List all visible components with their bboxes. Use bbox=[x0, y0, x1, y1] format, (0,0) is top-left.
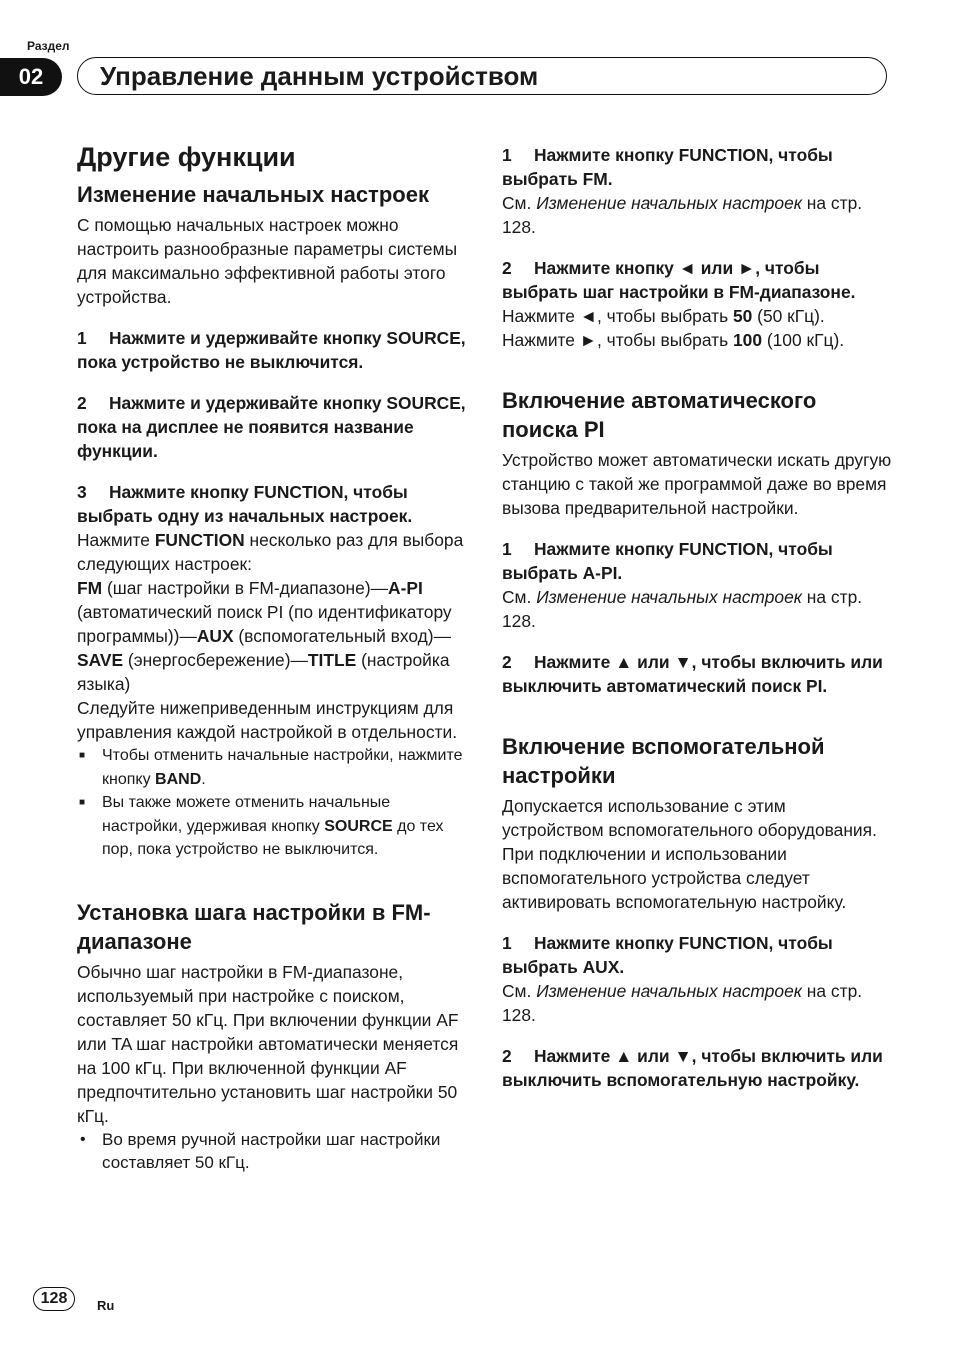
text: (100 кГц). bbox=[762, 330, 845, 350]
step-2 bbox=[502, 650, 892, 698]
text: на стр. 128. bbox=[502, 193, 863, 237]
reference bbox=[502, 191, 892, 239]
value-50: 50 bbox=[733, 306, 753, 326]
text: См. bbox=[502, 193, 537, 213]
option-fm: FM bbox=[77, 578, 103, 598]
text: . bbox=[201, 770, 206, 788]
step-1 bbox=[502, 931, 892, 979]
step-text: Нажмите ▲ или ▼, чтобы включить или выключить вспомогательную настройку. bbox=[502, 1046, 883, 1090]
step-number: 1 bbox=[77, 328, 87, 348]
language-code: Ru bbox=[97, 1298, 115, 1313]
spacer bbox=[502, 698, 892, 732]
page-heading: Другие функции bbox=[77, 142, 296, 172]
step-number: 1 bbox=[502, 145, 512, 165]
round-bullet-icon: • bbox=[80, 1130, 86, 1148]
step-text: Нажмите кнопку FUNCTION, чтобы выбрать A-PI. bbox=[502, 539, 833, 583]
aux-body: Допускается использование с этим устройством вспомогательного оборудования. При подключении и использовании вспомогательного устройства следует активировать вспомогательную настройку. bbox=[502, 796, 877, 912]
step-2 bbox=[77, 391, 467, 463]
square-bullet-icon: ■ bbox=[79, 750, 86, 761]
step-1 bbox=[502, 143, 892, 191]
text: Вы также можете отменить начальные настройки, удерживая кнопку bbox=[102, 794, 391, 835]
text: См. bbox=[502, 981, 537, 1001]
reference-title: Изменение начальных настроек bbox=[536, 193, 802, 213]
initial-settings-intro: С помощью начальных настроек можно настроить разнообразные параметры системы для максимально эффективной работы этого устройства. bbox=[77, 215, 458, 307]
option-aux: AUX bbox=[196, 626, 234, 646]
note-bullet bbox=[77, 744, 467, 791]
text: Чтобы отменить начальные настройки, нажмите кнопку bbox=[102, 747, 463, 788]
reference-title: Изменение начальных настроек bbox=[536, 981, 802, 1001]
step-number: 2 bbox=[77, 393, 87, 413]
text: (50 кГц). Нажмите ►, чтобы выбрать bbox=[502, 306, 825, 350]
step-2 bbox=[502, 1044, 892, 1092]
function-paragraph bbox=[77, 528, 467, 576]
step-text: Нажмите ▲ или ▼, чтобы включить или выключить автоматический поиск PI. bbox=[502, 652, 883, 696]
auto-pi-body: Устройство может автоматически искать другую станцию с такой же программой даже во время вызова предварительной настройки. bbox=[502, 450, 892, 518]
text: Во время ручной настройки шаг настройки составляет 50 кГц. bbox=[102, 1129, 441, 1172]
square-bullet-icon: ■ bbox=[79, 797, 86, 808]
key-function: FUNCTION bbox=[154, 530, 245, 550]
value-100: 100 bbox=[733, 330, 763, 350]
step-number: 2 bbox=[502, 652, 512, 672]
spacer bbox=[77, 862, 467, 898]
options-list bbox=[77, 576, 467, 696]
heading-fm-step: Установка шага настройки в FM-диапазоне bbox=[77, 899, 431, 954]
heading-auto-pi: Включение автоматического поиска PI bbox=[502, 388, 817, 442]
step-text: Нажмите и удерживайте кнопку SOURCE, пока на дисплее не появится название функции. bbox=[77, 393, 466, 461]
step-number: 1 bbox=[502, 933, 512, 953]
step-number: 1 bbox=[502, 539, 512, 559]
option-desc: (шаг настройки в FM-диапазоне)— bbox=[102, 578, 389, 598]
section-number-badge: 02 bbox=[0, 58, 62, 96]
step-3 bbox=[77, 480, 467, 528]
page-number: 128 bbox=[33, 1287, 75, 1311]
reference bbox=[502, 585, 892, 633]
text: на стр. 128. bbox=[502, 587, 863, 631]
option-desc: (вспомогательный вход)— bbox=[233, 626, 451, 646]
text: См. bbox=[502, 587, 537, 607]
step-1 bbox=[502, 537, 892, 585]
step-2 bbox=[502, 256, 892, 304]
text: несколько раз для выбора следующих настроек: bbox=[77, 530, 464, 574]
step-text: Нажмите кнопку FUNCTION, чтобы выбрать FM. bbox=[502, 145, 833, 189]
step-text: Нажмите кнопку FUNCTION, чтобы выбрать AUX. bbox=[502, 933, 833, 977]
section-title: Управление данным устройством bbox=[100, 61, 539, 91]
step-number: 2 bbox=[502, 1046, 512, 1066]
right-column bbox=[502, 140, 892, 1092]
option-desc: (автоматический поиск PI (по идентификатору программы))— bbox=[77, 602, 452, 646]
option-desc: (энергосбережение)— bbox=[123, 650, 308, 670]
instructions-paragraph: Следуйте нижеприведенным инструкциям для управления каждой настройкой в отдельности. bbox=[77, 698, 458, 742]
heading-aux: Включение вспомогательной настройки bbox=[502, 734, 825, 788]
reference-title: Изменение начальных настроек bbox=[536, 587, 802, 607]
key-band: BAND bbox=[155, 770, 202, 788]
fm-step-bullet bbox=[77, 1128, 467, 1175]
step-text: Нажмите кнопку FUNCTION, чтобы выбрать одну из начальных настроек. bbox=[77, 482, 413, 526]
step-text: Нажмите и удерживайте кнопку SOURCE, пока устройство не выключится. bbox=[77, 328, 466, 372]
option-save: SAVE bbox=[77, 650, 124, 670]
fm-step-body: Обычно шаг настройки в FM-диапазоне, используемый при настройке с поиском, составляет 50 кГц. При включении функции AF или TA шаг настройки автоматически меняется на 100 кГц. При включенной функции AF предпочтительно установить шаг настройки 50 кГц. bbox=[77, 961, 459, 1126]
key-source: SOURCE bbox=[324, 817, 393, 835]
step-text: Нажмите кнопку ◄ или ►, чтобы выбрать шаг настройки в FM-диапазоне. bbox=[502, 258, 856, 302]
step-1 bbox=[77, 326, 467, 374]
text: Нажмите bbox=[77, 530, 155, 550]
section-label: Раздел bbox=[27, 39, 70, 53]
note-bullet bbox=[77, 791, 467, 862]
option-title: TITLE bbox=[307, 650, 357, 670]
left-column bbox=[77, 140, 467, 1175]
text: на стр. 128. bbox=[502, 981, 863, 1025]
heading-initial-settings: Изменение начальных настроек bbox=[77, 182, 429, 207]
option-api: A-PI bbox=[388, 578, 423, 598]
step-number: 3 bbox=[77, 482, 87, 502]
step-detail bbox=[502, 304, 892, 352]
step-number: 2 bbox=[502, 258, 512, 278]
option-desc: (настройка языка) bbox=[77, 650, 450, 694]
reference bbox=[502, 979, 892, 1027]
spacer bbox=[502, 352, 892, 386]
text: Нажмите ◄, чтобы выбрать bbox=[502, 306, 733, 326]
text: до тех пор, пока устройство не выключится. bbox=[102, 817, 444, 858]
